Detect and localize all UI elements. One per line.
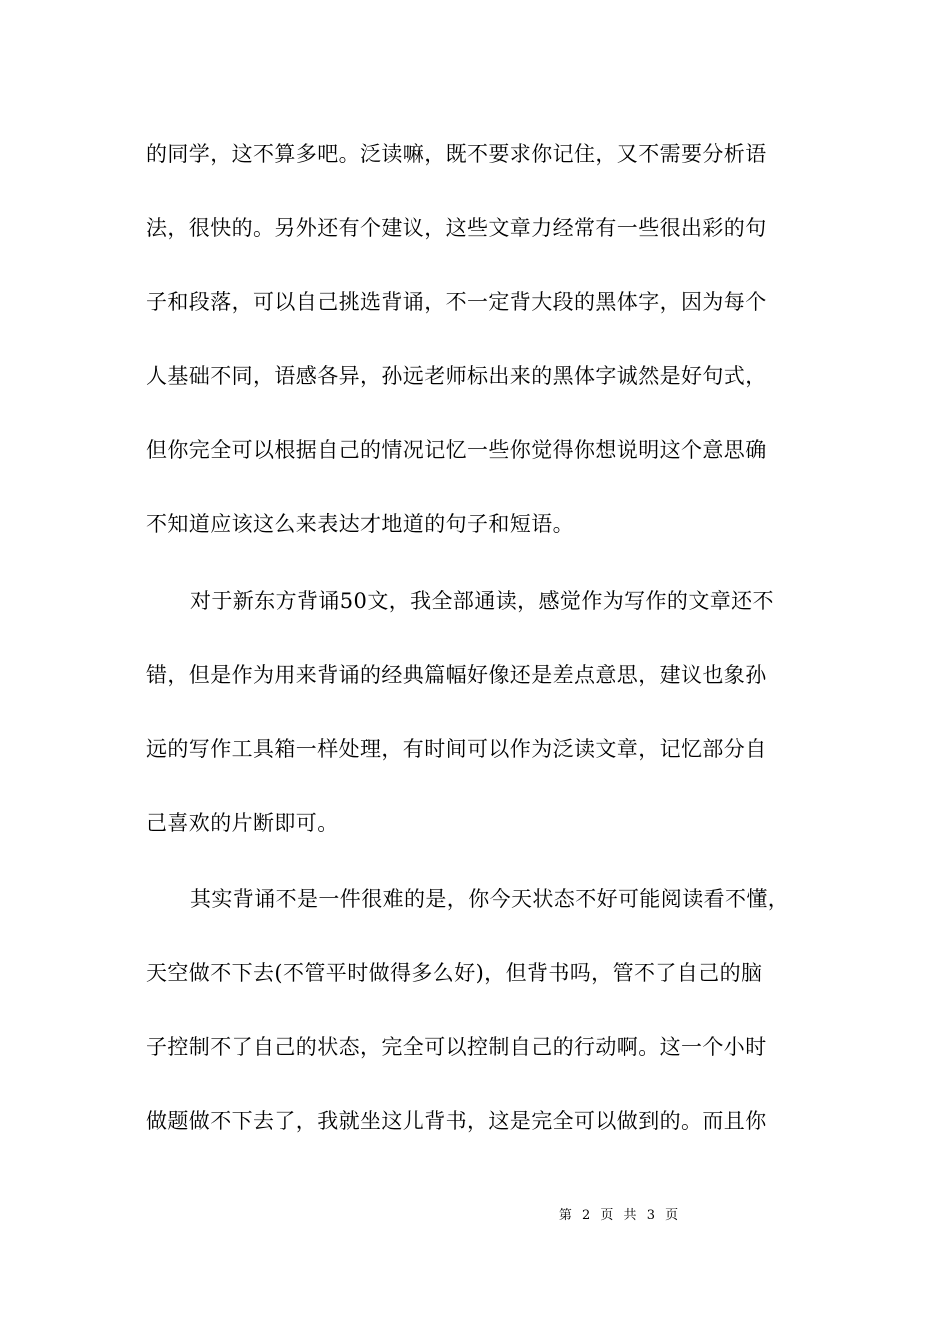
text-line-12: 天空做不下去(不管平时做得多么好)，但背书吗，管不了自己的脑: [146, 961, 763, 985]
text-line-14: 做题做不下去了，我就坐这儿背书，这是完全可以做到的。而且你: [146, 1109, 767, 1133]
page-number-label: 第 2 页 共 3 页: [558, 1208, 682, 1223]
text-line-3: 子和段落，可以自己挑选背诵，不一定背大段的黑体字，因为每个: [146, 290, 767, 314]
text-line-8: 错，但是作为用来背诵的经典篇幅好像还是差点意思，建议也象孙: [146, 663, 767, 687]
text-line-7: 对于新东方背诵50文，我全部通读，感觉作为写作的文章还不: [190, 589, 774, 613]
text-line-4: 人基础不同，语感各异，孙远老师标出来的黑体字诚然是好句式，: [146, 364, 767, 388]
text-line-13: 子控制不了自己的状态，完全可以控制自己的行动啊。这一个小时: [146, 1035, 767, 1059]
text-line-2: 法，很快的。另外还有个建议，这些文章力经常有一些很出彩的句: [146, 216, 767, 240]
text-line-10: 己喜欢的片断即可。: [146, 811, 339, 835]
text-line-6: 不知道应该这么来表达才地道的句子和短语。: [146, 512, 574, 536]
text-line-11: 其实背诵不是一件很难的是，你今天状态不好可能阅读看不懂，: [190, 887, 790, 911]
page-footer: [0, 1208, 950, 1224]
text-line-9: 远的写作工具箱一样处理，有时间可以作为泛读文章，记忆部分自: [146, 737, 767, 761]
text-line-1: 的同学，这不算多吧。泛读嘛，既不要求你记住，又不需要分析语: [146, 142, 767, 166]
text-line-5: 但你完全可以根据自己的情况记忆一些你觉得你想说明这个意思确: [146, 438, 767, 462]
